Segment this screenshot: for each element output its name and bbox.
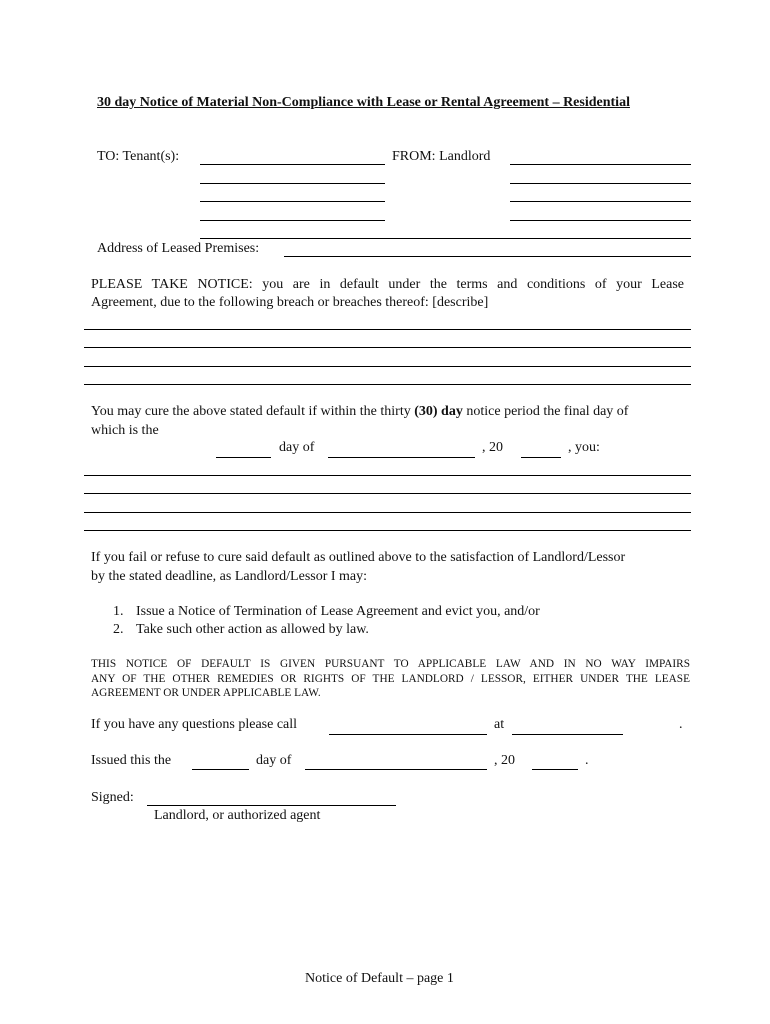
cure-month-blank[interactable]: [328, 457, 475, 458]
signed-label: Signed:: [91, 790, 134, 805]
cure-action-line-1[interactable]: [84, 475, 691, 476]
cure-text-after: notice period the final day of: [462, 404, 629, 419]
remedy-number: 2.: [113, 622, 124, 637]
remedy-text: Issue a Notice of Termination of Lease Agreement and evict you, and/or: [136, 604, 540, 619]
fail-line-2: by the stated deadline, as Landlord/Lessor I may:: [91, 569, 368, 584]
address-line-upper[interactable]: [200, 238, 691, 239]
address-line[interactable]: [284, 256, 691, 257]
notice-paragraph: [91, 276, 684, 312]
breach-line-2[interactable]: [84, 347, 691, 348]
cure-action-line-2[interactable]: [84, 493, 691, 494]
cure-day-blank[interactable]: [216, 457, 271, 458]
cure-line-2: which is the: [91, 423, 159, 438]
remedy-item-2: [113, 622, 369, 637]
landlord-name-line-1[interactable]: [510, 164, 691, 165]
remedy-text: Take such other action as allowed by law.: [136, 622, 369, 637]
phone-blank[interactable]: [329, 734, 487, 735]
cure-line-1: [91, 405, 628, 419]
tenant-name-line-2[interactable]: [200, 183, 385, 184]
cure-action-line-3[interactable]: [84, 512, 691, 513]
landlord-name-line-4[interactable]: [510, 220, 691, 221]
notice-line-1: PLEASE TAKE NOTICE: you are in default under the terms and conditions of your Lease: [91, 277, 684, 292]
issued-year-blank[interactable]: [532, 769, 578, 770]
issued-month-blank[interactable]: [305, 769, 487, 770]
document-title: 30 day Notice of Material Non-Compliance with Lease or Rental Agreement – Residential: [97, 95, 630, 110]
tenant-name-line-4[interactable]: [200, 220, 385, 221]
issued-period: .: [585, 753, 589, 768]
remedy-number: 1.: [113, 604, 124, 619]
caps-line-2: ANY OF THE OTHER REMEDIES OR RIGHTS OF THE LANDLORD / LESSOR, EITHER UNDER THE LEASE: [91, 672, 690, 685]
breach-line-3[interactable]: [84, 366, 691, 367]
issued-twenty: , 20: [494, 753, 515, 768]
breach-line-4[interactable]: [84, 384, 691, 385]
cure-text-before: You may cure the above stated default if within the thirty: [91, 404, 415, 419]
questions-at: at: [494, 717, 505, 732]
landlord-name-line-2[interactable]: [510, 183, 691, 184]
fail-line-1: If you fail or refuse to cure said default as outlined above to the satisfaction of Landlord/Lessor: [91, 550, 626, 565]
questions-period: .: [679, 717, 683, 732]
breach-line-1[interactable]: [84, 329, 691, 330]
caps-line-3: AGREEMENT OR UNDER APPLICABLE LAW.: [91, 687, 321, 699]
to-tenant-label: TO: Tenant(s):: [97, 149, 180, 164]
time-blank[interactable]: [512, 734, 623, 735]
address-label: Address of Leased Premises:: [97, 241, 260, 256]
signature-caption: Landlord, or authorized agent: [154, 808, 321, 823]
issued-label: Issued this the: [91, 753, 172, 768]
landlord-name-line-3[interactable]: [510, 201, 691, 202]
from-landlord-label: FROM: Landlord: [392, 149, 491, 164]
notice-line-2: Agreement, due to the following breach or breaches thereof: [describe]: [91, 295, 489, 310]
issued-day-blank[interactable]: [192, 769, 249, 770]
page-footer: Notice of Default – page 1: [305, 971, 454, 986]
cure-twenty: , 20: [482, 440, 503, 455]
issued-day-of: day of: [256, 753, 292, 768]
caps-line-1: THIS NOTICE OF DEFAULT IS GIVEN PURSUANT TO APPLICABLE LAW AND IN NO WAY IMPAIRS: [91, 658, 690, 670]
questions-label: If you have any questions please call: [91, 717, 298, 732]
cure-you: , you:: [568, 440, 600, 455]
cure-day-of: day of: [279, 440, 315, 455]
signature-line[interactable]: [147, 805, 396, 806]
tenant-name-line-3[interactable]: [200, 201, 385, 202]
cure-text-bold: (30) day: [414, 404, 463, 419]
cure-action-line-4[interactable]: [84, 530, 691, 531]
remedy-item-1: [113, 604, 540, 619]
cure-year-blank[interactable]: [521, 457, 561, 458]
tenant-name-line-1[interactable]: [200, 164, 385, 165]
legal-caps-notice: [91, 657, 690, 701]
